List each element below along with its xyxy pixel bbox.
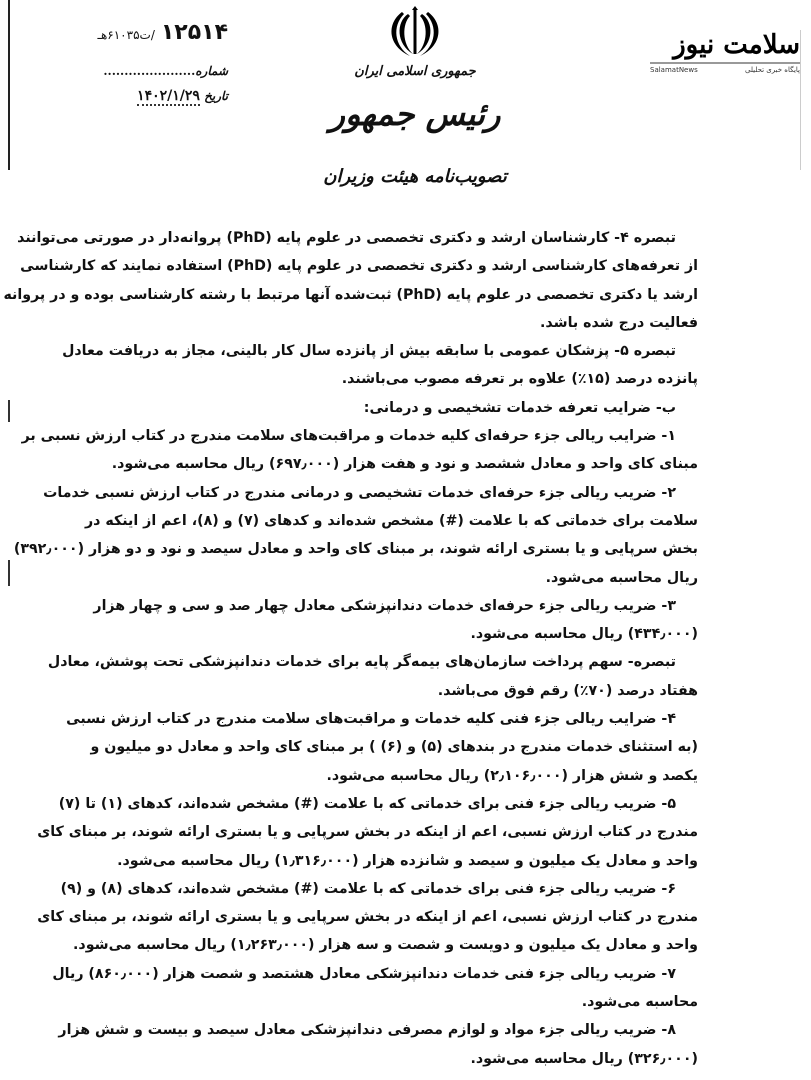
date-field: تاریخ ۱۴۰۲/۱/۲۹ bbox=[137, 88, 228, 104]
scan-edge-line bbox=[8, 0, 10, 170]
paragraph bbox=[21, 422, 698, 479]
text-line: تبصره- سهم پرداخت سازمان‌های بیمه‌گر پایه برای خدمات دندانپزشکی تحت پوشش، معادل bbox=[47, 654, 676, 671]
paragraph bbox=[37, 875, 698, 960]
paragraph bbox=[62, 337, 698, 394]
text-line: از تعرفه‌های کارشناسی ارشد و دکتری تخصصی در علوم پایه (PhD) استفاده نمایند که کارشناسی bbox=[20, 258, 698, 275]
text-line: ریال محاسبه می‌شود. bbox=[545, 569, 698, 586]
document-number: ۱۲۵۱۴/ت۶۱۰۳۵هـ bbox=[97, 20, 228, 45]
text-line: ۸- ضریب ریالی جزء مواد و لوازم مصرفی دندانپزشکی معادل سیصد و بیست و شش هزار bbox=[58, 1022, 676, 1039]
text-line: ۱- ضرایب ریالی جزء حرفه‌ای کلیه خدمات و مراقبت‌های سلامت مندرج در کتاب ارزش نسبی بر bbox=[21, 428, 676, 445]
paragraph bbox=[58, 1016, 698, 1073]
text-line: پانزده درصد (۱۵٪) علاوه بر تعرفه مصوب می‌باشند. bbox=[341, 371, 698, 388]
text-line: ۷- ضریب ریالی جزء فنی خدمات دندانپزشکی معادل هشتصد و شصت هزار (۸۶۰٫۰۰۰) ریال bbox=[52, 965, 676, 982]
document-type: تصویب‌نامه هیئت وزیران bbox=[323, 166, 507, 187]
text-line: هفتاد درصد (۷۰٪) رقم فوق می‌باشد. bbox=[437, 682, 698, 699]
salamat-news-logo bbox=[650, 30, 800, 98]
logo-latin: SalamatNews bbox=[650, 66, 698, 74]
text-line: واحد و معادل یک میلیون و دویست و شصت و سه هزار (۱٫۲۶۳٫۰۰۰) ریال محاسبه می‌شود. bbox=[73, 937, 698, 954]
logo-divider bbox=[650, 62, 800, 64]
text-line: (به استثنای خدمات مندرج در بندهای (۵) و (۶) ) بر مبنای کای واحد و معادل دو میلیون و bbox=[90, 739, 698, 756]
text-line: مندرج در کتاب ارزش نسبی، اعم از اینکه در بخش سرپایی و یا بستری ارائه شوند، بر مبنای کای bbox=[37, 824, 698, 841]
text-line: مندرج در کتاب ارزش نسبی، اعم از اینکه در بخش سرپایی و یا بستری ارائه شوند، بر مبنای کای bbox=[37, 909, 698, 926]
text-line: فعالیت درج شده باشد. bbox=[540, 314, 698, 331]
office-title: رئیس جمهور bbox=[329, 95, 501, 133]
text-line: ۵- ضریب ریالی جزء فنی برای خدماتی که با علامت (#) مشخص شده‌اند، کدهای (۱) تا (۷) bbox=[58, 795, 676, 812]
text-line: یکصد و شش هزار (۲٫۱۰۶٫۰۰۰) ریال محاسبه می‌شود. bbox=[326, 767, 698, 784]
scan-edge-mark bbox=[8, 400, 10, 422]
paragraph bbox=[37, 790, 698, 875]
text-line: (۴۳۴٫۰۰۰) ریال محاسبه می‌شود. bbox=[470, 626, 698, 643]
text-line: سلامت برای خدماتی که با علامت (#) مشخص شده‌اند و کدهای (۷) و (۸)، اعم از اینکه در bbox=[84, 512, 698, 529]
text-line: محاسبه می‌شود. bbox=[581, 994, 698, 1011]
paragraph bbox=[122, 394, 698, 422]
text-line: ارشد یا دکتری تخصصی در علوم پایه (PhD) ثبت‌شده آنها مرتبط با رشته کارشناسی بوده و در پروانه bbox=[3, 286, 698, 303]
paragraph bbox=[47, 648, 698, 705]
text-line: ۲- ضریب ریالی جزء حرفه‌ای خدمات تشخیصی و درمانی مندرج در کتاب ارزش نسبی خدمات bbox=[43, 484, 676, 501]
number-field: شماره...................... bbox=[103, 64, 228, 78]
text-line: واحد و معادل یک میلیون و سیصد و شانزده هزار (۱٫۳۱۶٫۰۰۰) ریال محاسبه می‌شود. bbox=[117, 852, 698, 869]
text-line: تبصره ۴- کارشناسان ارشد و دکتری تخصصی در علوم پایه (PhD) پروانه‌دار در صورتی می‌توانند bbox=[17, 230, 676, 246]
paragraph bbox=[13, 479, 698, 592]
text-line: ۴- ضرایب ریالی جزء فنی کلیه خدمات و مراقبت‌های سلامت مندرج در کتاب ارزش نسبی bbox=[66, 711, 676, 728]
text-line: مبنای کای واحد و معادل ششصد و نود و هفت هزار (۶۹۷٫۰۰۰) ریال محاسبه می‌شود. bbox=[111, 456, 698, 473]
scan-edge-line bbox=[800, 30, 801, 170]
document-body bbox=[3, 224, 698, 1073]
scan-edge-mark bbox=[8, 560, 10, 586]
text-line: تبصره ۵- پزشکان عمومی با سابقه بیش از پانزده سال کار بالینی، مجاز به دریافت معادل bbox=[62, 343, 676, 360]
paragraph bbox=[66, 705, 698, 790]
paragraph bbox=[52, 960, 698, 1017]
text-line: ۳- ضریب ریالی جزء حرفه‌ای خدمات دندانپزشکی معادل چهار صد و سی و چهار هزار bbox=[93, 597, 676, 614]
date-value: ۱۴۰۲/۱/۲۹ bbox=[137, 88, 200, 104]
paragraph bbox=[3, 224, 698, 337]
text-line: ۶- ضریب ریالی جزء فنی برای خدماتی که با علامت (#) مشخص شده‌اند، کدهای (۸) و (۹) bbox=[60, 880, 676, 897]
logo-tagline: پایگاه خبری تحلیلی bbox=[745, 66, 800, 74]
country-name: جمهوری اسلامی ایران bbox=[354, 64, 476, 79]
iran-emblem-icon bbox=[386, 4, 444, 60]
text-line: (۳۲۶٫۰۰۰) ریال محاسبه می‌شود. bbox=[470, 1050, 698, 1067]
paragraph bbox=[93, 592, 698, 649]
text-line: ب- ضرایب تعرفه خدمات تشخیصی و درمانی: bbox=[363, 399, 676, 416]
logo-text: سلامت نیوز bbox=[673, 30, 800, 60]
text-line: بخش سرپایی و یا بستری ارائه شوند، بر مبنای کای واحد و معادل سیصد و نود و دو هزار (۳۹۲٫۰۰۰) bbox=[13, 541, 698, 558]
